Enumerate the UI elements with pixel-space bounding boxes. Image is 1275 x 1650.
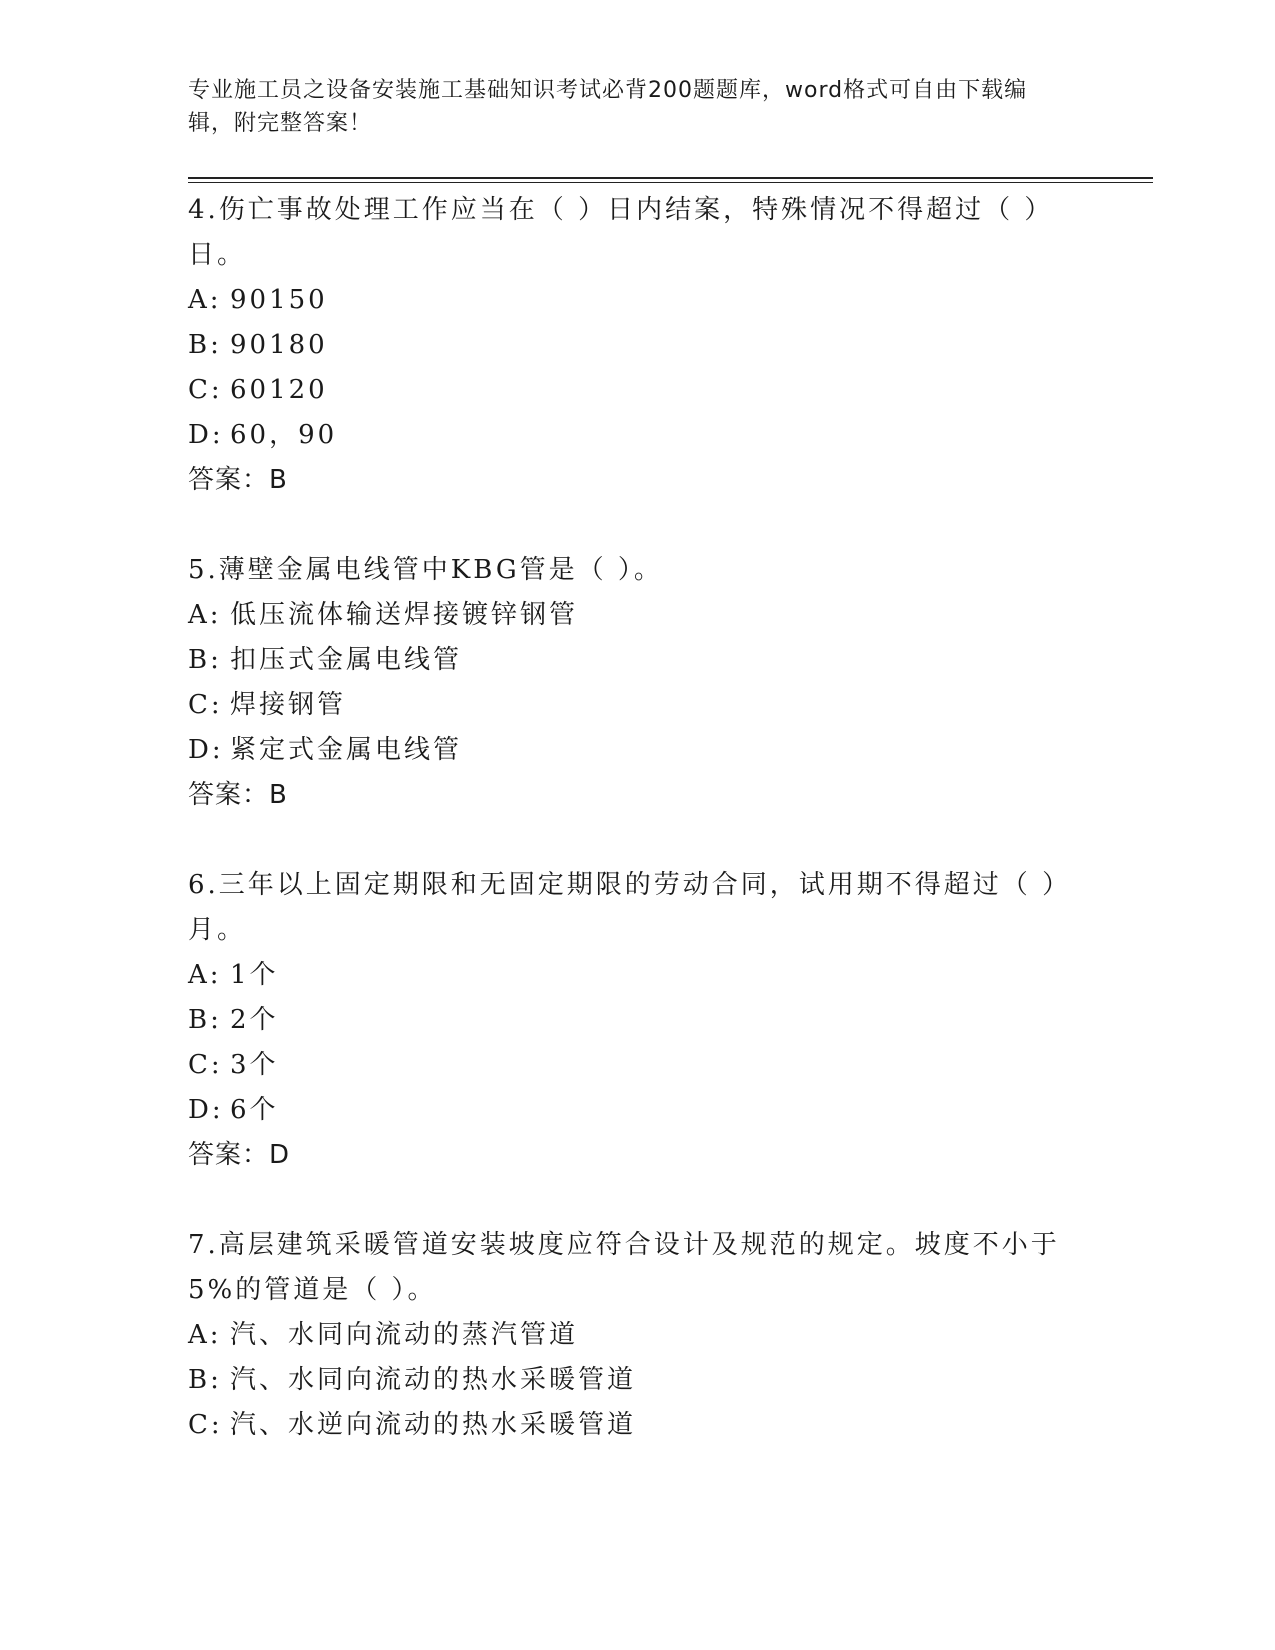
option-key: B: [188, 1365, 222, 1395]
option-text: 6个 [230, 1095, 279, 1125]
question-stem: 5.薄壁金属电线管中KBG管是（ ）。 [188, 555, 663, 585]
option-b [188, 323, 1068, 368]
option-text: 汽、水同向流动的蒸汽管道 [230, 1320, 579, 1350]
header-divider-thick [188, 177, 1153, 179]
option-d [188, 413, 1068, 458]
option-text: 2个 [230, 1005, 279, 1035]
option-key: B: [188, 1005, 222, 1035]
option-text: 60，90 [230, 420, 338, 450]
question-stem: 4.伤亡事故处理工作应当在（ ）日内结案，特殊情况不得超过（ ）日。 [188, 195, 1054, 270]
question-4 [188, 188, 1068, 503]
option-text: 紧定式金属电线管 [230, 735, 463, 765]
question-7 [188, 1223, 1068, 1448]
option-d [188, 728, 1068, 773]
question-stem: 6.三年以上固定期限和无固定期限的劳动合同，试用期不得超过（ ）月。 [188, 870, 1059, 945]
question-list [188, 188, 1068, 1493]
option-text: 3个 [230, 1050, 279, 1080]
option-a [188, 953, 1068, 998]
option-key: C: [188, 1050, 223, 1080]
option-c [188, 1043, 1068, 1088]
option-key: D: [188, 420, 224, 450]
option-key: B: [188, 645, 222, 675]
option-key: A: [188, 1320, 222, 1350]
option-key: A: [188, 960, 222, 990]
question-5 [188, 548, 1068, 818]
option-text: 60120 [230, 375, 328, 405]
option-text: 90150 [230, 285, 328, 315]
option-key: C: [188, 1410, 223, 1440]
option-b [188, 998, 1068, 1043]
question-6 [188, 863, 1068, 1178]
option-a [188, 593, 1068, 638]
option-c [188, 1403, 1068, 1448]
option-key: C: [188, 690, 223, 720]
document-header: 专业施工员之设备安装施工基础知识考试必背200题题库，word格式可自由下载编辑，附完整答案！ [188, 78, 1028, 136]
option-key: A: [188, 600, 222, 630]
option-text: 低压流体输送焊接镀锌钢管 [230, 600, 579, 630]
header-divider-thin [188, 182, 1153, 183]
question-stem: 7.高层建筑采暖管道安装坡度应符合设计及规范的规定。坡度不小于5%的管道是（ ）。 [188, 1230, 1060, 1305]
option-key: C: [188, 375, 223, 405]
option-d [188, 1088, 1068, 1133]
option-key: B: [188, 330, 222, 360]
option-text: 扣压式金属电线管 [230, 645, 463, 675]
option-text: 汽、水同向流动的热水采暖管道 [230, 1365, 637, 1395]
option-text: 1个 [230, 960, 279, 990]
answer-line: 答案：B [188, 465, 288, 495]
option-key: A: [188, 285, 222, 315]
option-key: D: [188, 1095, 224, 1125]
option-text: 90180 [230, 330, 328, 360]
option-c [188, 368, 1068, 413]
option-c [188, 683, 1068, 728]
option-a [188, 1313, 1068, 1358]
option-a [188, 278, 1068, 323]
option-b [188, 1358, 1068, 1403]
option-text: 汽、水逆向流动的热水采暖管道 [230, 1410, 637, 1440]
answer-line: 答案：D [188, 1140, 291, 1170]
option-key: D: [188, 735, 224, 765]
option-b [188, 638, 1068, 683]
answer-line: 答案：B [188, 780, 288, 810]
option-text: 焊接钢管 [230, 690, 347, 720]
